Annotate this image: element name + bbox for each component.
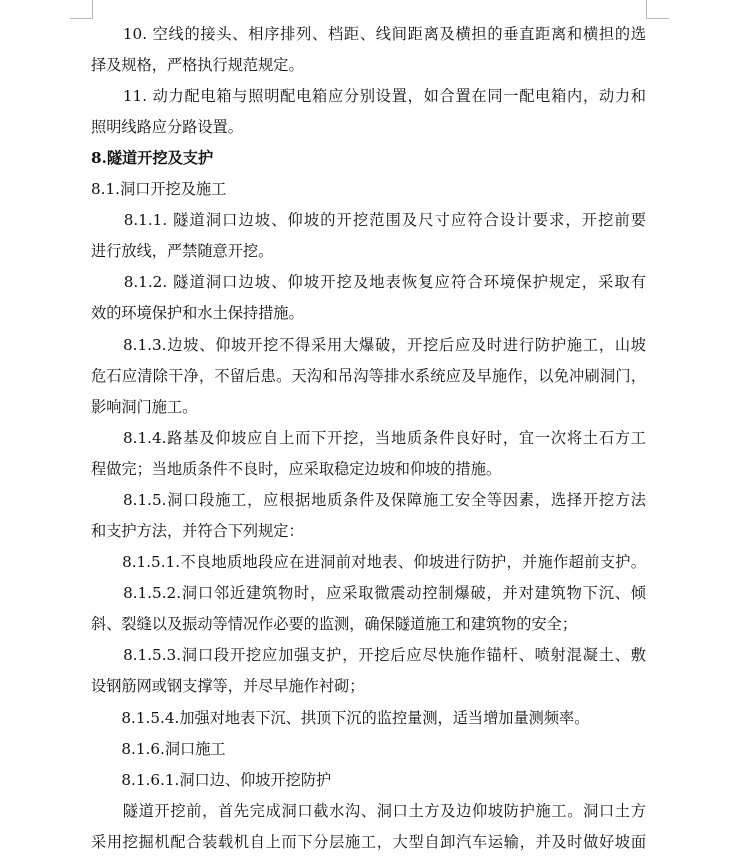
text-line: 11. 动力配电箱与照明配电箱应分别设置，如合置在同一配电箱内，动力和 [91,87,646,105]
text-line: 照明线路应分路设置。 [91,118,243,136]
text-line: 8.1.3.边坡、仰坡开挖不得采用大爆破，开挖后应及时进行防护施工，山坡 [91,336,646,354]
text-line: 程做完；当地质条件不良时，应采取稳定边坡和仰坡的措施。 [91,460,502,478]
text-line: 危石应清除干净，不留后患。天沟和吊沟等排水系统应及早施作，以免冲刷洞门， [91,367,646,385]
text-line: 进行放线，严禁随意开挖。 [91,242,274,260]
text-line: 8.1.5.1.不良地质地段应在进洞前对地表、仰坡进行防护，并施作超前支护。 [91,553,646,571]
text-line: 8.1.5.4.加强对地表下沉、拱顶下沉的监控量测，适当增加量测频率。 [91,709,590,727]
text-line: 设钢筋网或钢支撑等，并尽早施作衬砌； [91,677,365,695]
text-line: 隧道开挖前，首先完成洞口截水沟、洞口土方及边仰坡防护施工。洞口土方 [91,802,646,820]
text-line: 8.1.5.洞口段施工，应根据地质条件及保障施工安全等因素，选择开挖方法 [91,491,646,509]
text-line: 10. 空线的接头、相序排列、档距、线间距离及横担的垂直距离和横担的选 [91,25,646,43]
text-line: 8.1.5.3.洞口段开挖应加强支护，开挖后应尽快施作锚杆、喷射混凝土、敷 [91,646,646,664]
text-line: 8.1.6.1.洞口边、仰坡开挖防护 [91,771,332,789]
section-heading: 8.隧道开挖及支护 [91,149,214,167]
text-line: 择及规格，严格执行规范规定。 [91,56,304,74]
text-line: 采用挖掘机配合装载机自上而下分层施工，大型自卸汽车运输，并及时做好坡面 [91,833,646,851]
page-corner-mark-right [646,0,669,19]
text-line: 8.1.洞口开挖及施工 [91,180,227,198]
text-line: 斜、裂缝以及振动等情况作必要的监测，确保隧道施工和建筑物的安全； [91,615,577,633]
page-corner-mark-left [70,0,93,19]
text-line: 影响洞门施工。 [91,398,198,416]
text-line: 8.1.5.2.洞口邻近建筑物时，应采取微震动控制爆破，并对建筑物下沉、倾 [91,584,646,602]
text-line: 8.1.6.洞口施工 [91,740,226,758]
text-line: 效的环境保护和水土保持措施。 [91,304,304,322]
text-line: 8.1.1. 隧道洞口边坡、仰坡的开挖范围及尺寸应符合设计要求，开挖前要 [91,211,646,229]
text-line: 和支护方法，并符合下列规定： [91,522,304,540]
text-line: 8.1.2. 隧道洞口边坡、仰坡开挖及地表恢复应符合环境保护规定，采取有 [91,273,646,291]
text-line: 8.1.4.路基及仰坡应自上而下开挖，当地质条件良好时，宜一次将土石方工 [91,429,646,447]
